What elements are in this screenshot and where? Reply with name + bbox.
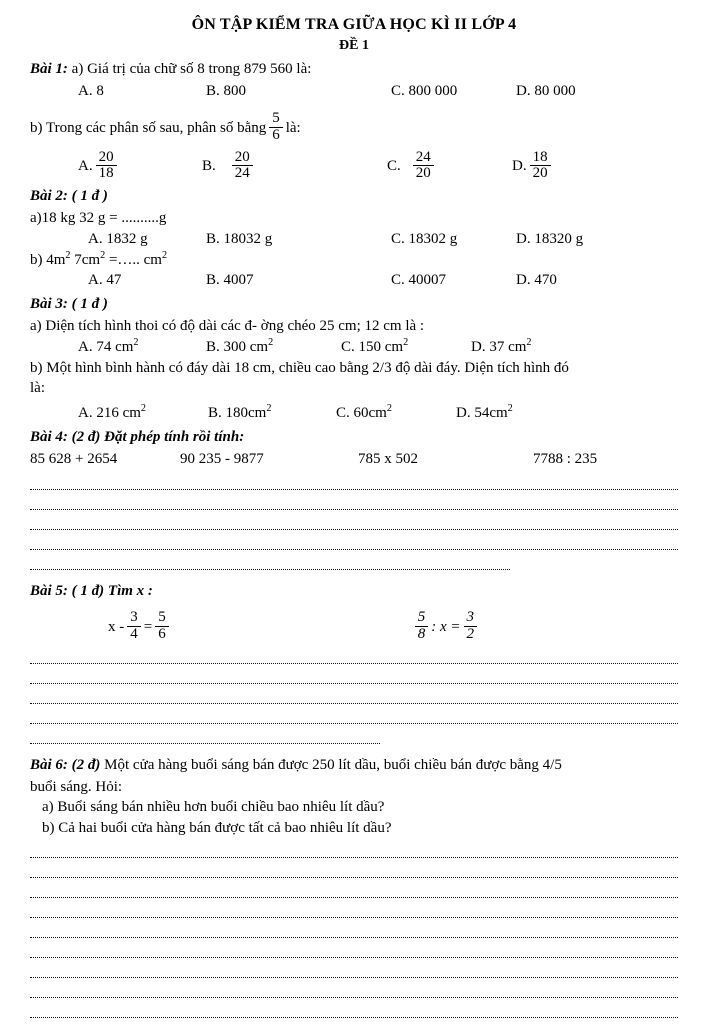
- bai1-b-option-d-num: 18: [532, 148, 548, 165]
- bai2-part-a: a)18 kg 32 g = ..........g: [30, 209, 167, 226]
- bai3-a-options: [30, 338, 678, 358]
- bai2-a-options: [30, 230, 678, 250]
- bai1-b-option-a-tag: A.: [78, 158, 93, 175]
- bai3-b-option-d-text: D. 54cm: [456, 405, 508, 422]
- bai5-answer-area[interactable]: [30, 648, 678, 748]
- bai5-eq-left-f1-num: 3: [130, 609, 138, 626]
- bai5-answer-line-5[interactable]: [30, 728, 678, 748]
- bai6-label: Bài 6: (2 đ): [30, 756, 101, 773]
- bai3-b-option-a-sup: 2: [140, 403, 147, 415]
- bai1-a-option-a[interactable]: A. 8: [78, 83, 104, 100]
- bai6-text-line2: buổi sáng. Hỏi:: [30, 778, 123, 795]
- bai1-b-option-c[interactable]: [387, 148, 512, 184]
- bai5-eq-left-equals: =: [143, 618, 153, 635]
- bai6-answer-line-3[interactable]: [30, 882, 678, 902]
- bai5-answer-line-1[interactable]: [30, 648, 678, 668]
- bai3-a-option-a-text: A. 74 cm: [78, 338, 134, 355]
- bai5-eq-right-f1-num: 5: [417, 609, 426, 626]
- bai3-part-a: a) Diện tích hình thoi có độ dài các đ- ờng chéo 25 cm; 12 cm là :: [30, 317, 425, 334]
- bai4-label: Bài 4: (2 đ) Đặt phép tính rồi tính:: [30, 428, 245, 445]
- bai3-a-option-c-text: C. 150 cm: [341, 338, 404, 355]
- bai4-answer-line-5[interactable]: [30, 554, 678, 574]
- bai1-b-option-c-tag: C.: [387, 158, 401, 175]
- bai4-expression-3: 785 x 502: [358, 450, 418, 467]
- bai2-a-option-b[interactable]: B. 18032 g: [206, 230, 273, 247]
- bai3-a-option-b[interactable]: [206, 338, 341, 358]
- bai1-b-option-d-den: 20: [530, 165, 551, 182]
- bai4-answer-area[interactable]: [30, 474, 678, 574]
- bai3-a-option-c-sup: 2: [403, 336, 409, 348]
- bai5-eq-right-f1-den: 8: [415, 626, 429, 643]
- bai3-a-option-c[interactable]: [341, 338, 471, 358]
- bai1-b-fraction-numerator: 5: [272, 110, 280, 127]
- bai1-b-option-a-num: 20: [98, 148, 114, 165]
- bai6-answer-line-7[interactable]: [30, 962, 678, 982]
- bai4-answer-line-3[interactable]: [30, 514, 678, 534]
- bai5-eq-right-f2-num: 3: [466, 609, 474, 626]
- bai1-a-options: [30, 82, 678, 102]
- bai1-a-text: a) Giá trị của chữ số 8 trong 879 560 là:: [71, 60, 312, 77]
- bai3-a-option-b-text: B. 300 cm: [206, 338, 269, 355]
- bai1-a-option-d[interactable]: D. 80 000: [516, 83, 576, 100]
- bai1-b-option-d-fraction: [530, 150, 551, 183]
- bai2-b-sup-1: 2: [65, 249, 71, 261]
- bai5-label-row: [30, 582, 678, 602]
- bai5-eq-left-f2-den: 6: [155, 626, 169, 643]
- bai2-b-option-a[interactable]: A. 47: [88, 272, 122, 289]
- bai3-a-option-d[interactable]: [471, 338, 532, 358]
- bai2-b-text-3: =….. cm: [105, 251, 162, 268]
- bai6-answer-line-9[interactable]: [30, 1002, 678, 1022]
- bai1-b-option-a[interactable]: [78, 148, 202, 184]
- bai5-equation-right: [412, 611, 480, 644]
- bai3-b-option-d-sup: 2: [507, 403, 513, 415]
- bai3-b-option-b[interactable]: [208, 404, 336, 424]
- bai1-b-option-d-tag: D.: [512, 158, 527, 175]
- bai2-b-option-c[interactable]: C. 40007: [391, 272, 447, 289]
- bai1-b-option-c-num: 24: [415, 148, 431, 165]
- bai6-text-line1: [30, 756, 678, 776]
- bai1-label: Bài 1:: [30, 60, 68, 77]
- bai5-eq-left-fraction-1: [127, 610, 141, 643]
- bai3-label-row: [30, 295, 678, 315]
- bai3-a-option-a[interactable]: [78, 338, 206, 358]
- bai6-answer-line-1[interactable]: [30, 842, 678, 862]
- bai1-b-option-c-den: 20: [413, 165, 434, 182]
- bai1-b-option-a-fraction: [96, 150, 117, 183]
- bai2-b-text-2: 7cm: [70, 251, 101, 268]
- bai3-part-b-line2: là:: [30, 380, 45, 397]
- bai4-expressions: [30, 450, 678, 470]
- bai1-b-option-b-fraction: [232, 150, 253, 183]
- bai4-expression-4: 7788 : 235: [533, 450, 598, 467]
- bai2-b-option-d[interactable]: D. 470: [516, 272, 557, 289]
- bai3-b-option-c[interactable]: [336, 404, 456, 424]
- bai5-eq-left-f2-num: 5: [158, 609, 166, 626]
- bai3-part-b-line1: b) Một hình bình hành có đáy dài 18 cm, chiều cao bằng 2/3 độ dài đáy. Diện tích hình đó: [30, 359, 569, 376]
- bai6-answer-line-2[interactable]: [30, 862, 678, 882]
- bai4-answer-line-4[interactable]: [30, 534, 678, 554]
- bai2-a-option-d[interactable]: D. 18320 g: [516, 230, 584, 247]
- bai5-answer-line-4[interactable]: [30, 708, 678, 728]
- bai5-eq-right-middle: : x =: [431, 618, 461, 635]
- bai2-label-row: [30, 187, 678, 207]
- bai2-b-options: [30, 271, 678, 291]
- bai3-b-option-c-sup: 2: [386, 403, 392, 415]
- bai1-b-option-c-fraction: [413, 150, 434, 183]
- bai3-label: Bài 3: ( 1 đ ): [30, 296, 108, 313]
- bai3-a-option-d-text: D. 37 cm: [471, 338, 527, 355]
- bai1-b-text-post: là:: [285, 119, 301, 136]
- bai6-answer-line-4[interactable]: [30, 902, 678, 922]
- page-title: ÔN TẬP KIỂM TRA GIỮA HỌC KÌ II LỚP 4: [191, 16, 517, 33]
- bai5-eq-left-fraction-2: [155, 610, 169, 643]
- bai2-b-text-1: b) 4m: [30, 251, 66, 268]
- bai5-eq-left-prefix: x -: [108, 618, 125, 635]
- bai1-b-option-b[interactable]: [202, 148, 387, 184]
- bai3-b-option-a-text: A. 216 cm: [78, 405, 141, 422]
- bai1-part-a: [30, 60, 678, 80]
- bai2-part-b: [30, 251, 678, 271]
- bai5-eq-right-f2-den: 2: [464, 626, 478, 643]
- bai5-answer-line-2[interactable]: [30, 668, 678, 688]
- bai1-a-option-c[interactable]: C. 800 000: [391, 83, 458, 100]
- bai5-equations: [30, 611, 678, 644]
- bai1-b-fraction: [269, 111, 283, 144]
- bai3-b-option-d[interactable]: [456, 404, 513, 424]
- bai5-label: Bài 5: ( 1 đ) Tìm x :: [30, 582, 153, 599]
- bai3-b-options: [30, 404, 678, 424]
- bai4-expression-2: 90 235 - 9877: [180, 450, 264, 467]
- bai4-answer-line-1[interactable]: [30, 474, 678, 494]
- bai5-eq-right-fraction-1: [415, 610, 429, 643]
- bai3-b-option-b-sup: 2: [266, 403, 272, 415]
- bai3-a-option-a-sup: 2: [133, 336, 139, 348]
- bai5-answer-line-3[interactable]: [30, 688, 678, 708]
- bai3-b-option-b-text: B. 180cm: [208, 405, 267, 422]
- bai5-eq-right-fraction-2: [464, 610, 478, 643]
- bai1-b-option-b-den: 24: [232, 165, 253, 182]
- bai3-a-option-b-sup: 2: [268, 336, 274, 348]
- bai6-answer-line-5[interactable]: [30, 922, 678, 942]
- bai1-b-option-d[interactable]: [512, 148, 554, 184]
- bai6-question-b: b) Cả hai buổi cửa hàng bán được tất cả bao nhiêu lít dầu?: [42, 820, 392, 837]
- bai1-b-option-b-tag: B.: [202, 158, 216, 175]
- bai4-expression-1: 85 628 + 2654: [30, 450, 118, 467]
- bai1-b-options: [30, 148, 678, 184]
- bai1-part-b: [30, 112, 678, 145]
- bai3-b-option-a[interactable]: [78, 404, 208, 424]
- bai1-b-fraction-denominator: 6: [269, 127, 283, 144]
- bai2-label: Bài 2: ( 1 đ ): [30, 188, 108, 205]
- bai4-label-row: [30, 428, 678, 448]
- bai2-a-option-a[interactable]: A. 1832 g: [88, 230, 148, 247]
- bai3-a-option-d-sup: 2: [526, 336, 532, 348]
- bai1-b-option-a-den: 18: [96, 165, 117, 182]
- bai1-b-option-b-num: 20: [234, 148, 250, 165]
- bai6-answer-line-8[interactable]: [30, 982, 678, 1002]
- bai1-a-option-b[interactable]: B. 800: [206, 83, 247, 100]
- bai3-b-option-c-text: C. 60cm: [336, 405, 387, 422]
- bai2-b-sup-3: 2: [161, 249, 168, 261]
- bai1-b-text-pre: b) Trong các phân số sau, phân số bằng: [30, 119, 267, 136]
- bai6-text-1: Một cửa hàng buổi sáng bán được 250 lít dầu, buổi chiều bán được bằng 4/5: [104, 756, 562, 773]
- bai2-b-option-b[interactable]: B. 4007: [206, 272, 254, 289]
- bai6-answer-line-6[interactable]: [30, 942, 678, 962]
- bai5-equation-left: [108, 611, 172, 644]
- page-subtitle: ĐỀ 1: [339, 38, 369, 54]
- bai2-b-sup-2: 2: [100, 249, 106, 261]
- bai6-answer-area[interactable]: [30, 842, 678, 1022]
- bai2-a-option-c[interactable]: C. 18302 g: [391, 230, 458, 247]
- bai5-eq-left-f1-den: 4: [127, 626, 141, 643]
- bai4-answer-line-2[interactable]: [30, 494, 678, 514]
- bai6-question-a: a) Buổi sáng bán nhiều hơn buổi chiều bao nhiêu lít dầu?: [42, 799, 385, 816]
